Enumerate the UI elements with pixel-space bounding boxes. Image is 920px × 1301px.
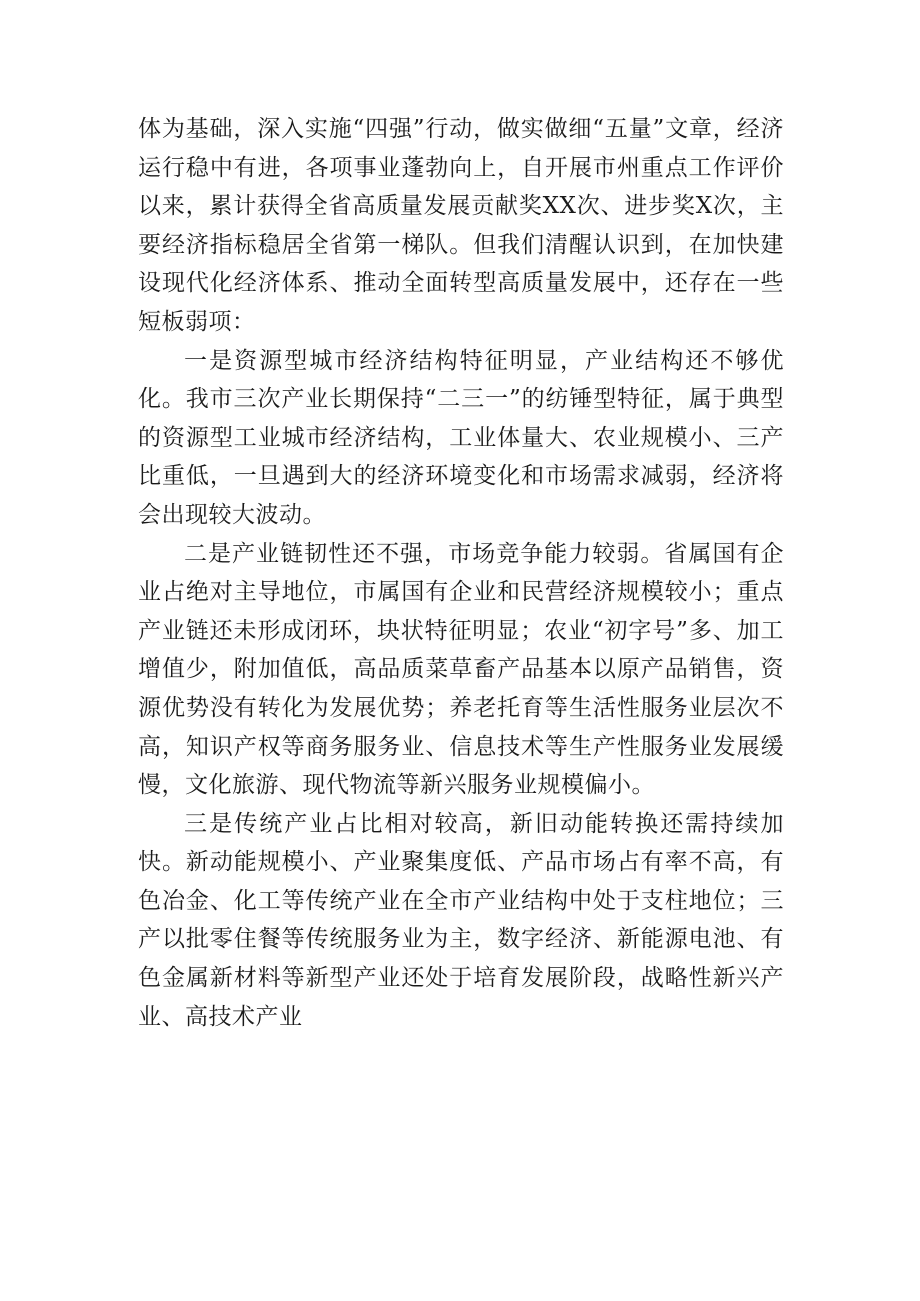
paragraph-point-one: 一是资源型城市经济结构特征明显，产业结构还不够优化。我市三次产业长期保持“二三一”的纺锤型特征，属于典型的资源型工业城市经济结构，工业体量大、农业规模小、三产比重低，一旦遇到大的经济环境变化和市场需求减弱，经济将会出现较大波动。 (138, 347, 784, 528)
paragraph-point-three: 三是传统产业占比相对较高，新旧动能转换还需持续加快。新动能规模小、产业聚集度低、产品市场占有率不高，有色冶金、化工等传统产业在全市产业结构中处于支柱地位；三产以批零住餐等传统服务业为主，数字经济、新能源电池、有色金属新材料等新型产业还处于培育发展阶段，战略性新兴产业、高技术产业 (138, 810, 784, 1030)
paragraph-intro: 体为基础，深入实施“四强”行动，做实做细“五量”文章，经济运行稳中有进，各项事业蓬勃向上，自开展市州重点工作评价以来，累计获得全省高质量发展贡献奖XX次、进步奖X次，主要经济指标稳居全省第一梯队。但我们清醒认识到，在加快建设现代化经济体系、推动全面转型高质量发展中，还存在一些短板弱项： (138, 116, 784, 335)
paragraph-point-two: 二是产业链韧性还不强，市场竞争能力较弱。省属国有企业占绝对主导地位，市属国有企业和民营经济规模较小；重点产业链还未形成闭环，块状特征明显；农业“初字号”多、加工增值少，附加值低，高品质菜草畜产品基本以原产品销售，资源优势没有转化为发展优势；养老托育等生活性服务业层次不高，知识产权等商务服务业、信息技术等生产性服务业发展缓慢，文化旅游、现代物流等新兴服务业规模偏小。 (138, 540, 784, 799)
